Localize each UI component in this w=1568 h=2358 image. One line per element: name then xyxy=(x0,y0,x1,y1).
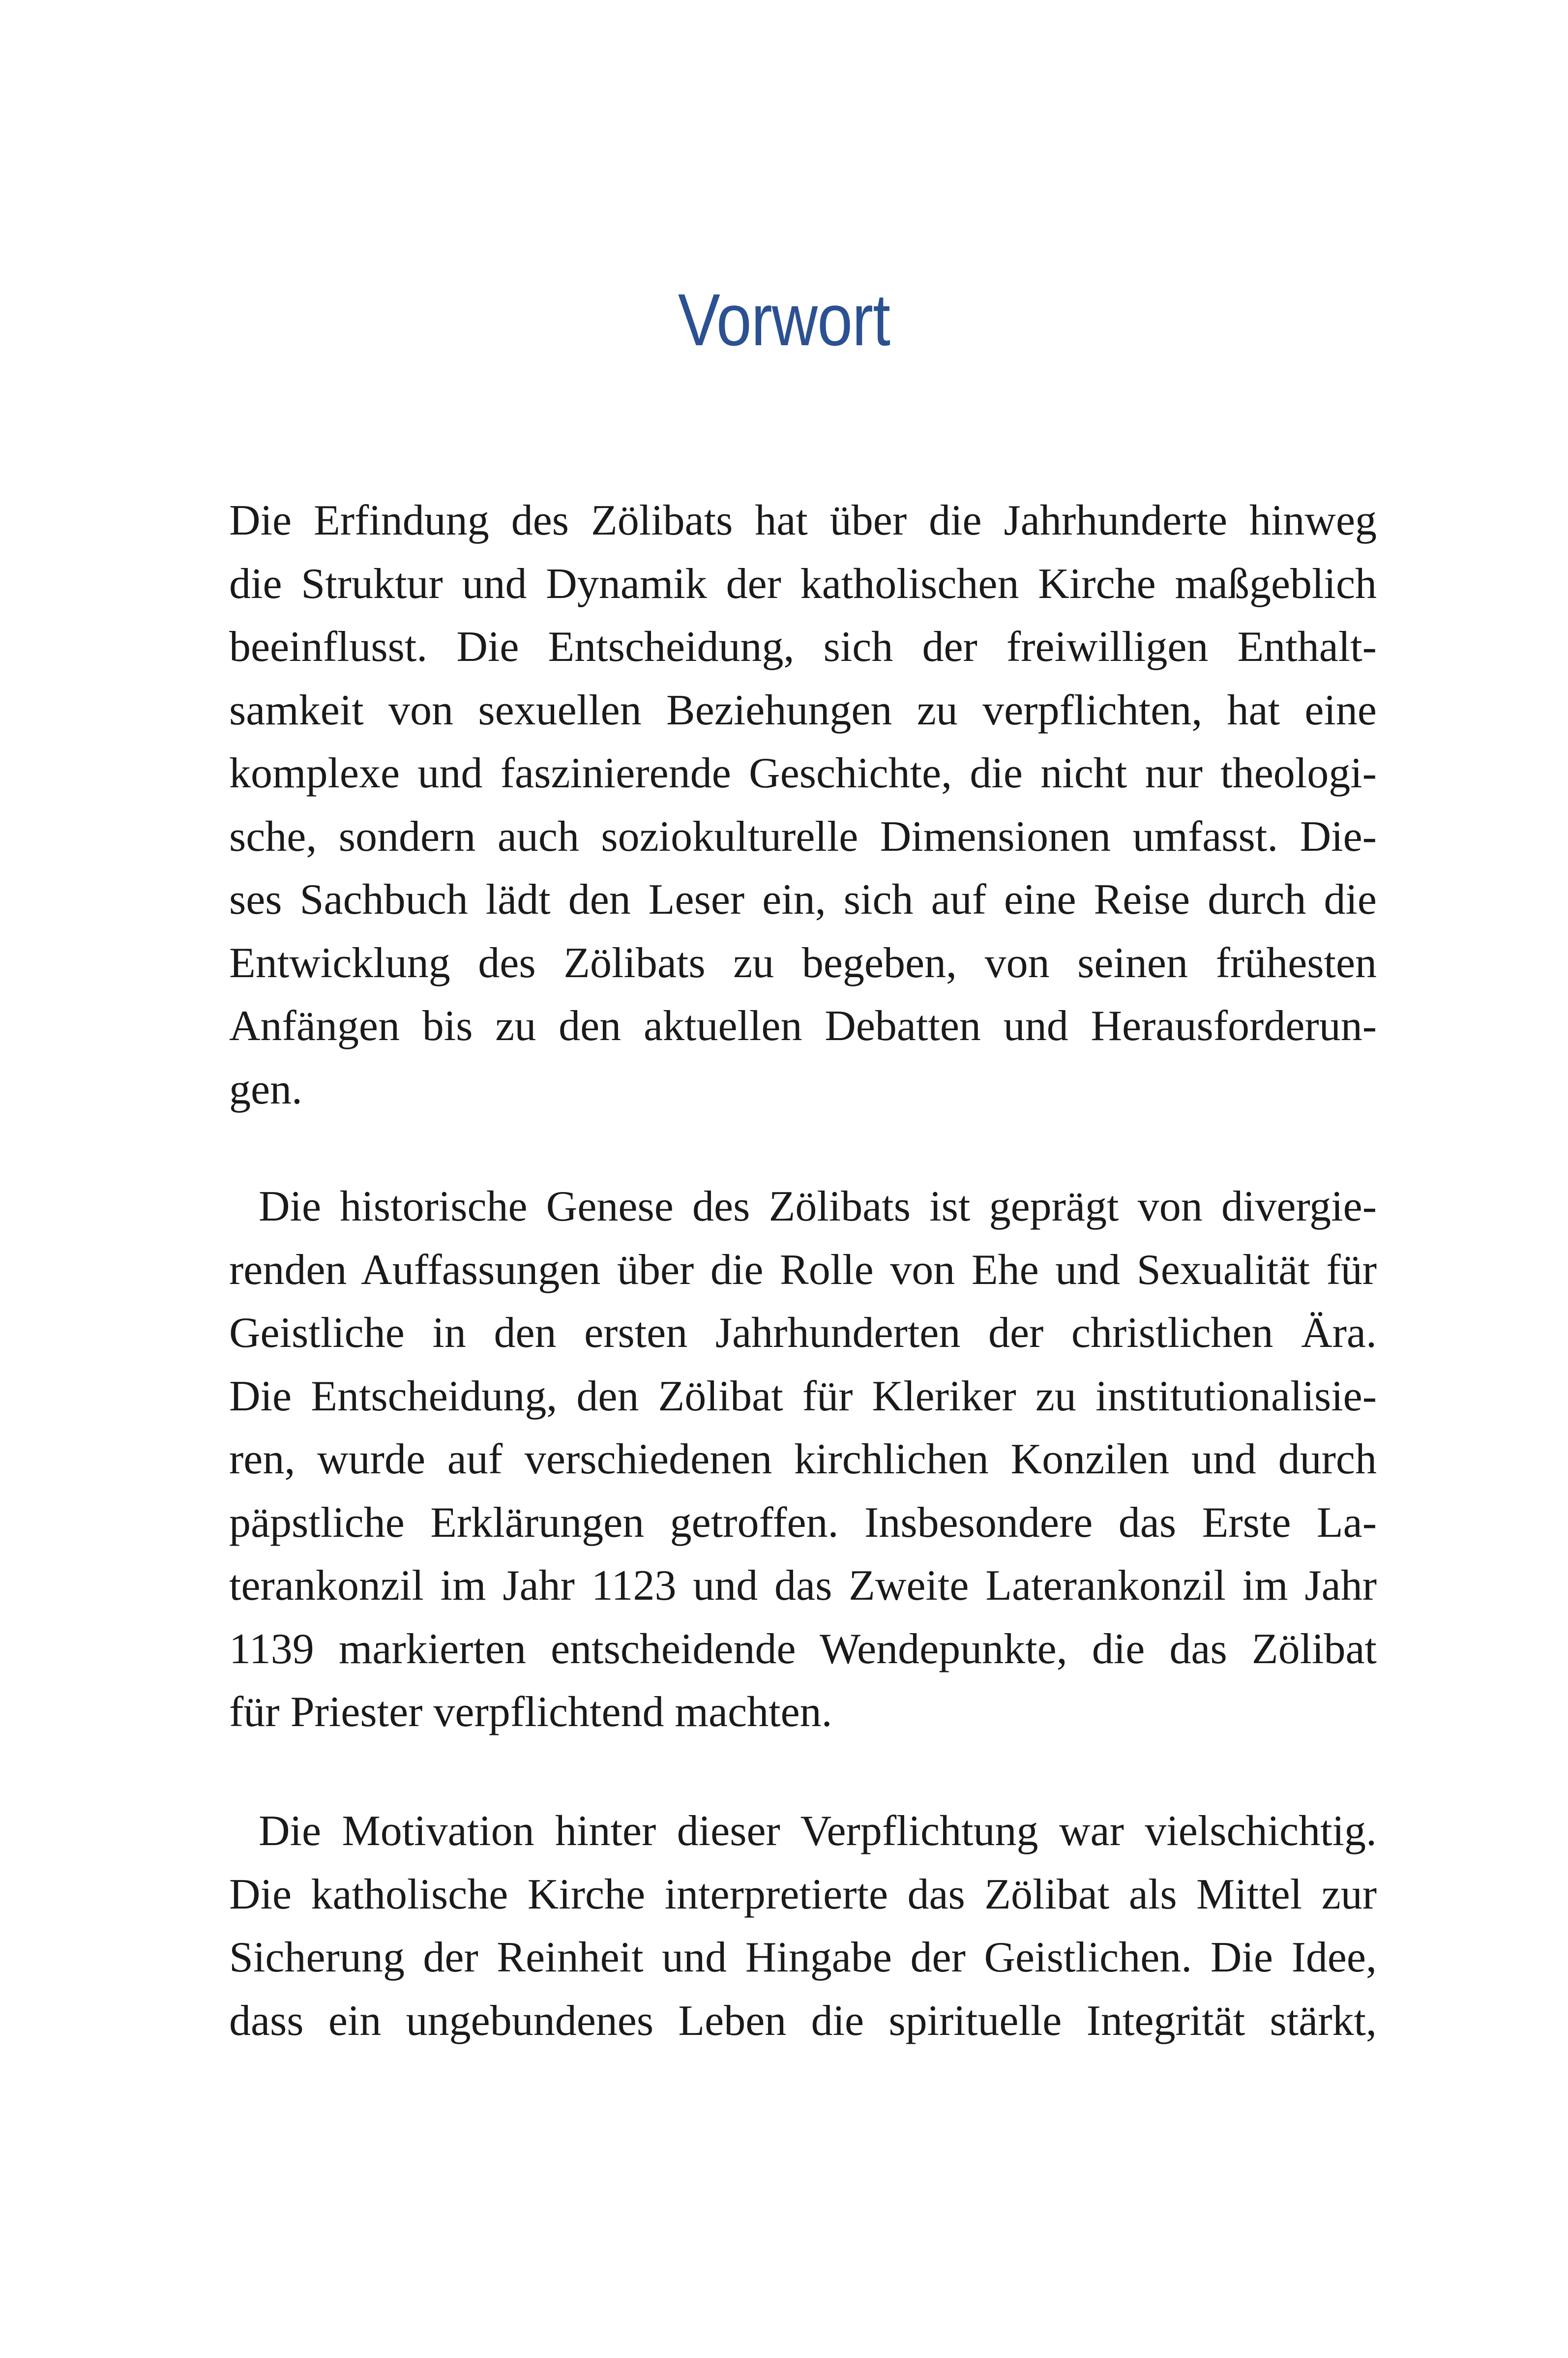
text-line: sche, sondern auch soziokulturelle Dimensionen umfasst. Die- xyxy=(229,812,1377,861)
text-line: Anfängen bis zu den aktuellen Debatten und Herausforderun- xyxy=(229,1002,1377,1050)
paragraph-1 xyxy=(229,489,1377,1121)
text-line: beeinflusst. Die Entscheidung, sich der freiwilligen Enthalt- xyxy=(229,623,1377,671)
paragraph-3 xyxy=(229,1800,1377,2053)
text-line: Die katholische Kirche interpretierte das Zölibat als Mittel zur xyxy=(229,1870,1377,1918)
text-line: samkeit von sexuellen Beziehungen zu verpflichten, hat eine xyxy=(229,686,1377,734)
text-line: die Struktur und Dynamik der katholischen Kirche maßgeblich xyxy=(229,560,1377,608)
text-line: Die Erfindung des Zölibats hat über die Jahrhunderte hinweg xyxy=(229,497,1377,544)
text-line: ses Sachbuch lädt den Leser ein, sich auf eine Reise durch die xyxy=(229,876,1377,924)
text-line: ren, wurde auf verschiedenen kirchlichen Konzilen und durch xyxy=(229,1435,1377,1483)
chapter-title: Vorwort xyxy=(678,278,890,361)
text-line: Die historische Genese des Zölibats ist geprägt von divergie- xyxy=(259,1183,1377,1230)
text-line: komplexe und faszinierende Geschichte, die nicht nur theologi- xyxy=(229,749,1377,797)
paragraph-2 xyxy=(229,1175,1377,1744)
text-line: Geistliche in den ersten Jahrhunderten der christlichen Ära. xyxy=(229,1309,1377,1357)
text-line: renden Auffassungen über die Rolle von Ehe und Sexualität für xyxy=(229,1246,1377,1294)
text-line: terankonzil im Jahr 1123 und das Zweite Laterankonzil im Jahr xyxy=(229,1562,1377,1610)
text-line: päpstliche Erklärungen getroffen. Insbesondere das Erste La- xyxy=(229,1498,1377,1547)
text-line: gen. xyxy=(229,1065,303,1113)
text-line: Die Entscheidung, den Zölibat für Kleriker zu institutionalisie- xyxy=(229,1372,1377,1420)
text-line: dass ein ungebundenes Leben die spirituelle Integrität stärkt, xyxy=(229,1997,1377,2045)
text-line: Entwicklung des Zölibats zu begeben, von seinen frühesten xyxy=(229,939,1377,987)
text-line: Die Motivation hinter dieser Verpflichtung war vielschichtig. xyxy=(259,1807,1377,1855)
text-line: 1139 markierten entscheidende Wendepunkte, die das Zölibat xyxy=(229,1625,1377,1673)
text-line: Sicherung der Reinheit und Hingabe der Geistlichen. Die Idee, xyxy=(229,1934,1377,1981)
text-line: für Priester verpflichtend machten. xyxy=(229,1688,832,1736)
